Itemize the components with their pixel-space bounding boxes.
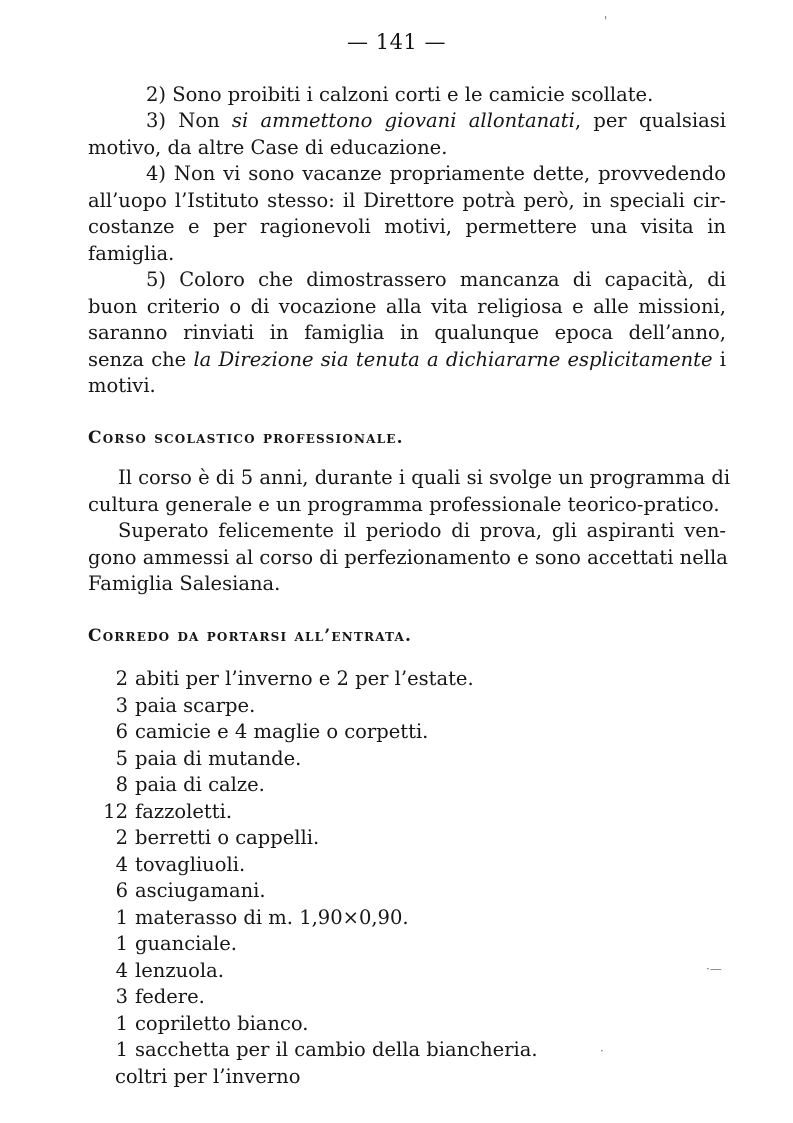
item-quantity: 1 (115, 932, 128, 955)
item-text: guanciale. (135, 932, 237, 955)
rule-3-line: motivo, da altre Case di educazione. (88, 135, 448, 159)
corso-line: Superato felicemente il periodo di prova, gli aspiranti ven- (118, 519, 726, 542)
item-quantity: 1 (115, 1038, 128, 1061)
rule-2-line: 2) Sono proibiti i calzoni corti e le camicie scollate. (146, 83, 654, 106)
rule-4 (88, 161, 726, 267)
item-text: asciugamani. (135, 879, 266, 902)
item-text: paia di calze. (135, 773, 265, 796)
item-quantity: 6 (115, 879, 128, 902)
item-quantity: 6 (115, 720, 128, 743)
item-text: materasso di m. 1,90×0,90. (135, 905, 409, 929)
rule-4-line: costanze e per ragionevoli motivi, permettere una visita in (88, 215, 726, 238)
item-quantity: 3 (115, 693, 128, 717)
corso-line: Famiglia Salesiana. (88, 572, 281, 595)
rule-3-line: 3) Non si ammettono giovani allontanati, per qualsiasi (146, 109, 726, 132)
item-text: lenzuola. (135, 958, 224, 982)
item-quantity: 4 (115, 958, 128, 982)
item-quantity: 1 (115, 1011, 128, 1035)
item-text: federe. (135, 985, 205, 1008)
item-text: fazzoletti. (135, 799, 233, 823)
print-speck: ' (604, 14, 608, 28)
corso-line: gono ammessi al corso di perfezionamento e sono accettati nella (88, 545, 728, 569)
print-speck: · (600, 1044, 604, 1058)
item-text: coltri per l’inverno (115, 1064, 301, 1088)
rule-5 (88, 267, 726, 400)
page-number: — 141 — (347, 30, 446, 54)
item-quantity: 5 (115, 746, 128, 770)
rule-5-line: motivi. (88, 374, 156, 397)
corso-paragraph-1 (88, 465, 731, 518)
rule-5-line: buon criterio o di vocazione alla vita religiosa e alle missioni, (88, 294, 726, 318)
item-text: paia di mutande. (135, 746, 302, 770)
rule-3 (88, 108, 726, 161)
item-text: paia scarpe. (135, 693, 256, 717)
rule-4-line: 4) Non vi sono vacanze propriamente dette, provvedendo (146, 162, 726, 185)
rule-5-line: senza che la Direzione sia tenuta a dichiararne esplicitamente i (88, 347, 726, 371)
corso-paragraph-2 (88, 518, 726, 598)
item-quantity: 12 (103, 799, 128, 823)
item-text: copriletto bianco. (135, 1011, 309, 1035)
item-text: camicie e 4 maglie o corpetti. (135, 720, 429, 743)
item-text: sacchetta per il cambio della biancheria. (135, 1038, 538, 1061)
rule-4-line: all’uopo l’Istituto stesso: il Direttore potrà però, in speciali cir- (88, 188, 726, 212)
section-heading-corso: Corso scolastico professionale. (88, 428, 404, 448)
item-quantity: 2 (115, 826, 128, 849)
item-text: abiti per l’inverno e 2 per l’estate. (135, 667, 474, 690)
rule-2 (88, 82, 726, 109)
item-quantity: 8 (115, 773, 128, 796)
item-quantity: 4 (115, 852, 128, 876)
item-text: tovagliuoli. (135, 852, 246, 876)
item-quantity: 2 (115, 667, 128, 690)
item-text: berretti o cappelli. (135, 826, 320, 849)
rule-5-line: 5) Coloro che dimostrassero mancanza di capacità, di (146, 268, 726, 291)
item-quantity: 1 (115, 905, 128, 929)
print-speck: ·— (706, 962, 722, 976)
rule-5-line: saranno rinviati in famiglia in qualunque epoca dell’anno, (88, 321, 726, 344)
corso-line: cultura generale e un programma professionale teorico-pratico. (88, 492, 720, 516)
section-heading-corredo: Corredo da portarsi all’entrata. (88, 626, 413, 646)
item-quantity: 3 (115, 985, 128, 1008)
corso-line: Il corso è di 5 anni, durante i quali si svolge un programma di (118, 466, 731, 489)
rule-4-line: famiglia. (88, 241, 175, 265)
